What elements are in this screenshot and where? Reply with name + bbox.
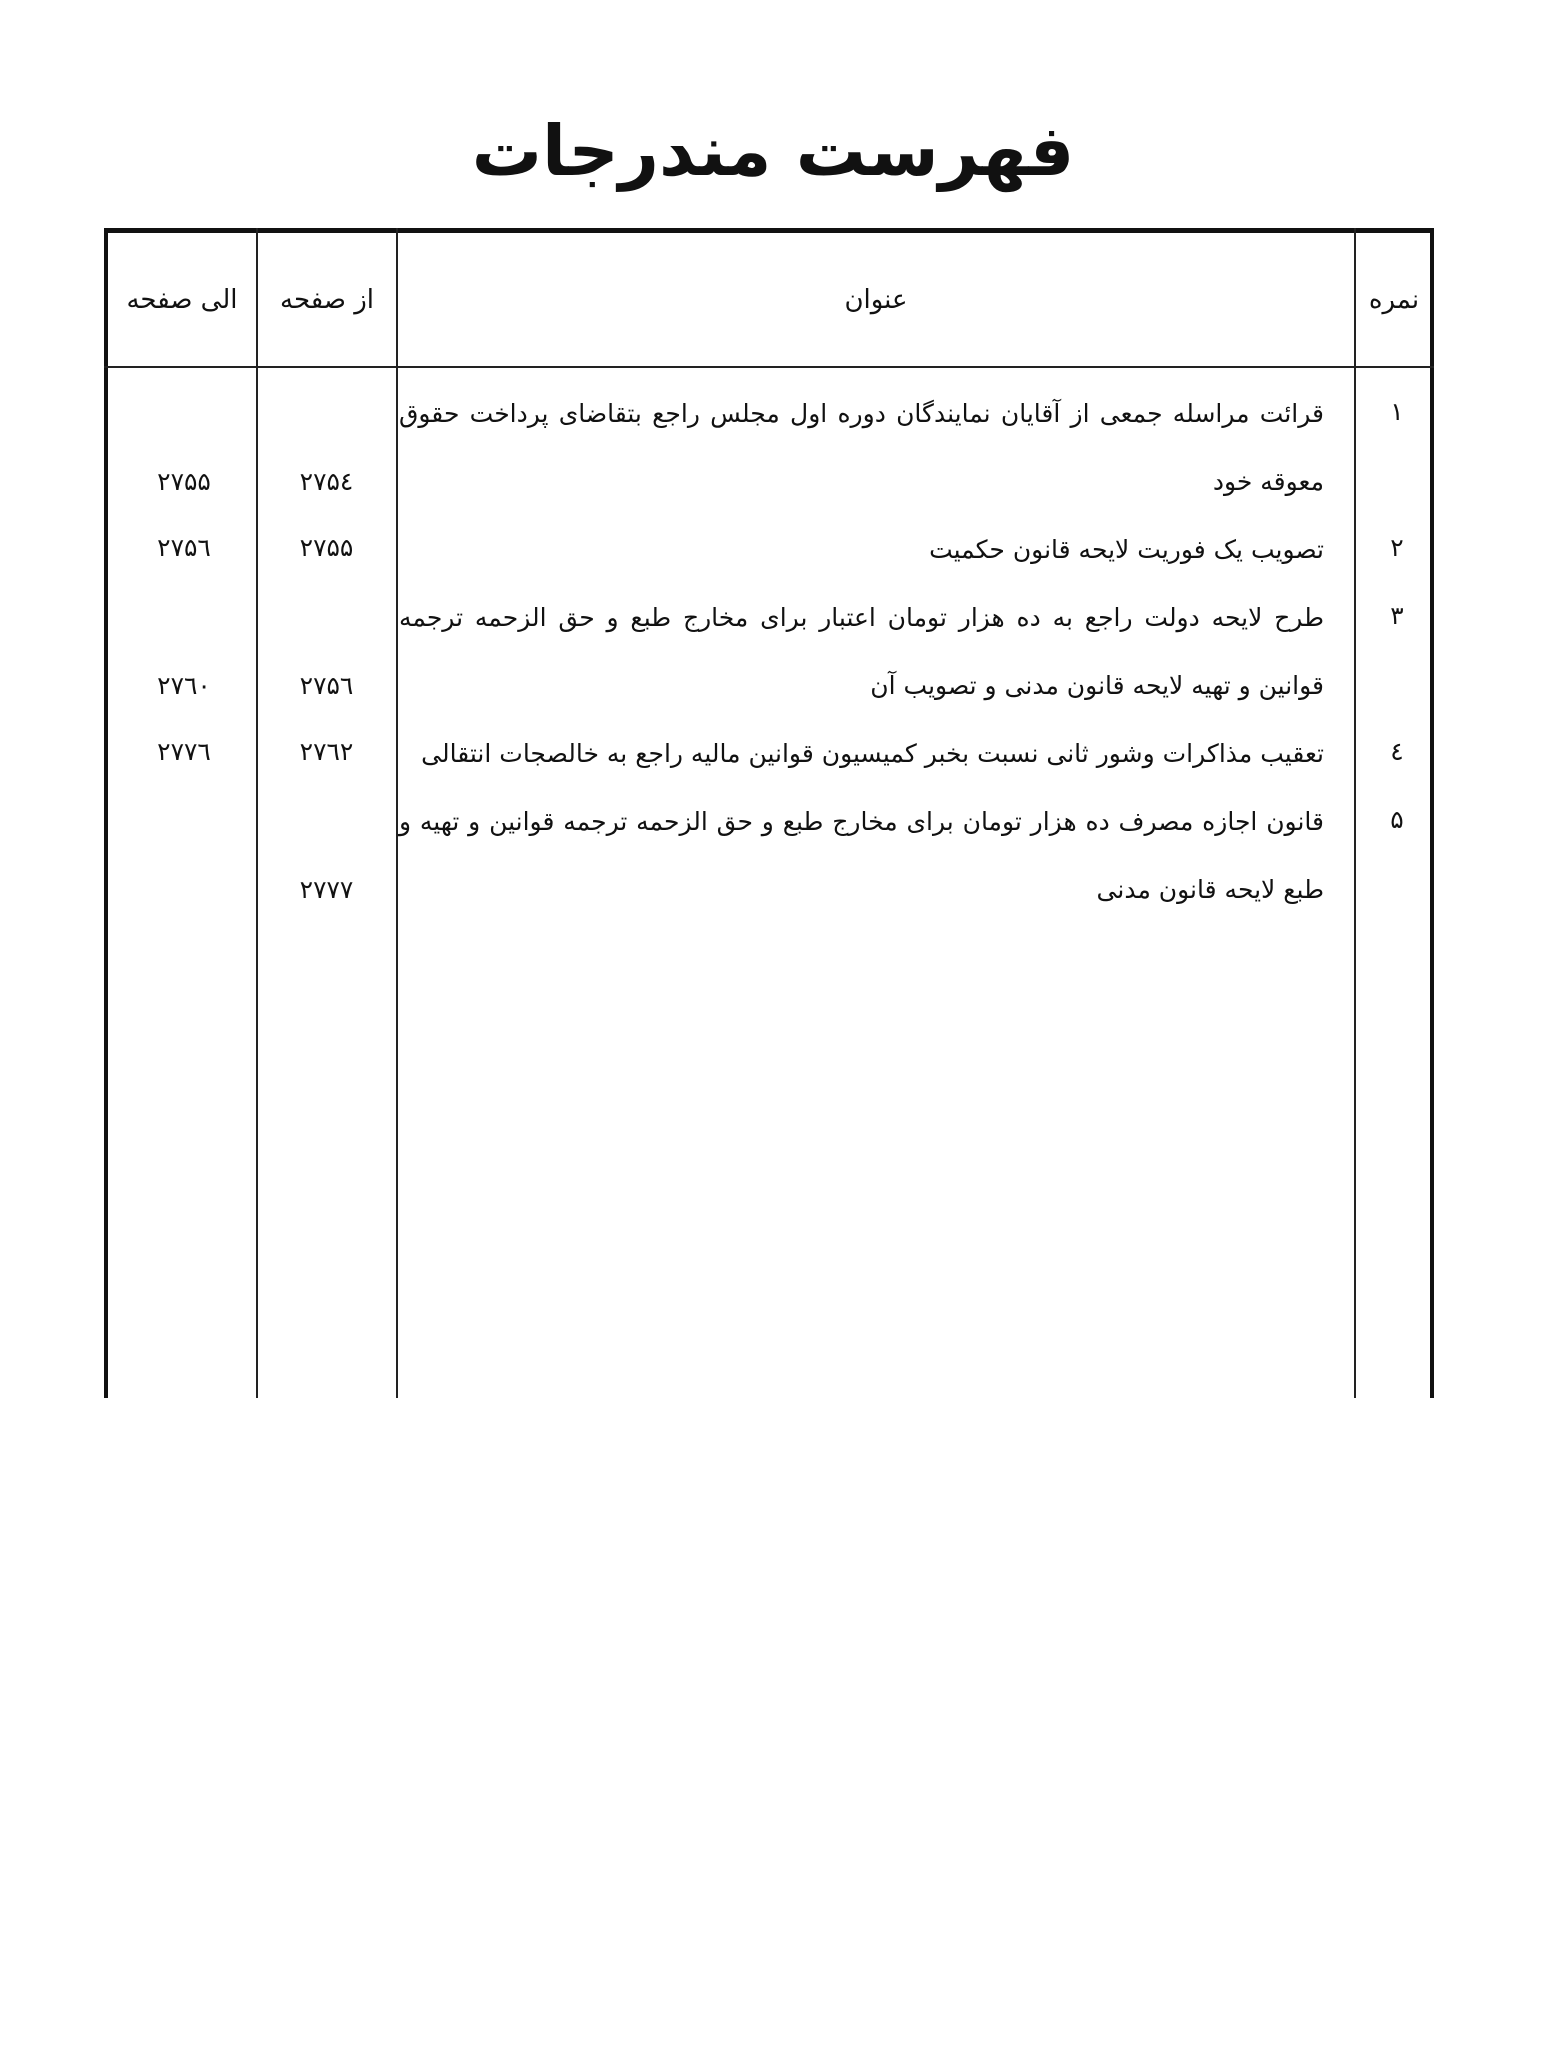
row-title: قانون اجازه مصرف ده هزار تومان برای مخارج طبع و حق الزحمه ترجمه قوانین و تهیه و طبع لایحه قانون مدنی (399, 807, 1324, 904)
row-title: تصویب یک فوریت لایحه قانون حکمیت (929, 535, 1324, 564)
row-title: تعقیب مذاکرات وشور ثانی نسبت بخبر کمیسیون قوانین مالیه راجع به خالصجات انتقالی (421, 739, 1324, 768)
row-number: ۵ (1390, 805, 1404, 834)
column-divider-number (1354, 228, 1356, 1398)
row-number: ۱ (1390, 397, 1404, 426)
row-from-page: ۲۷۵٤ (299, 467, 354, 496)
header-divider (104, 366, 1434, 368)
header-subject: عنوان (844, 285, 908, 315)
row-number: ۲ (1390, 533, 1404, 562)
row-from-page: ۲۷٦۲ (299, 737, 354, 766)
row-from-page: ۲۷۵۵ (299, 533, 354, 562)
row-number: ٤ (1390, 737, 1404, 766)
header-from-page: از صفحه (280, 285, 374, 315)
row-number: ۳ (1390, 601, 1404, 630)
header-number: نمره (1368, 285, 1420, 315)
row-title: قرائت مراسله جمعی از آقایان نمایندگان دوره اول مجلس راجع بتقاضای پرداخت حقوق معوقه خود (399, 399, 1324, 496)
row-title: طرح لایحه دولت راجع به ده هزار تومان اعتبار برای مخارج طبع و حق الزحمه ترجمه قوانین و تهیه لایحه قانون مدنی و تصویب آن (399, 603, 1324, 700)
row-to-page: ۲۷۵٦ (157, 533, 211, 562)
row-to-page: ۲۷۷٦ (157, 737, 211, 766)
column-divider-subject (396, 228, 398, 1398)
row-from-page: ۲۷۷۷ (299, 875, 354, 904)
header-to-page: الی صفحه (126, 285, 238, 315)
column-divider-from (256, 228, 258, 1398)
row-to-page: ۲۷٦۰ (157, 671, 211, 700)
row-from-page: ۲۷۵٦ (299, 671, 354, 700)
page-title: فهرست مندرجات (471, 110, 1075, 192)
row-to-page: ۲۷۵۵ (157, 467, 211, 496)
